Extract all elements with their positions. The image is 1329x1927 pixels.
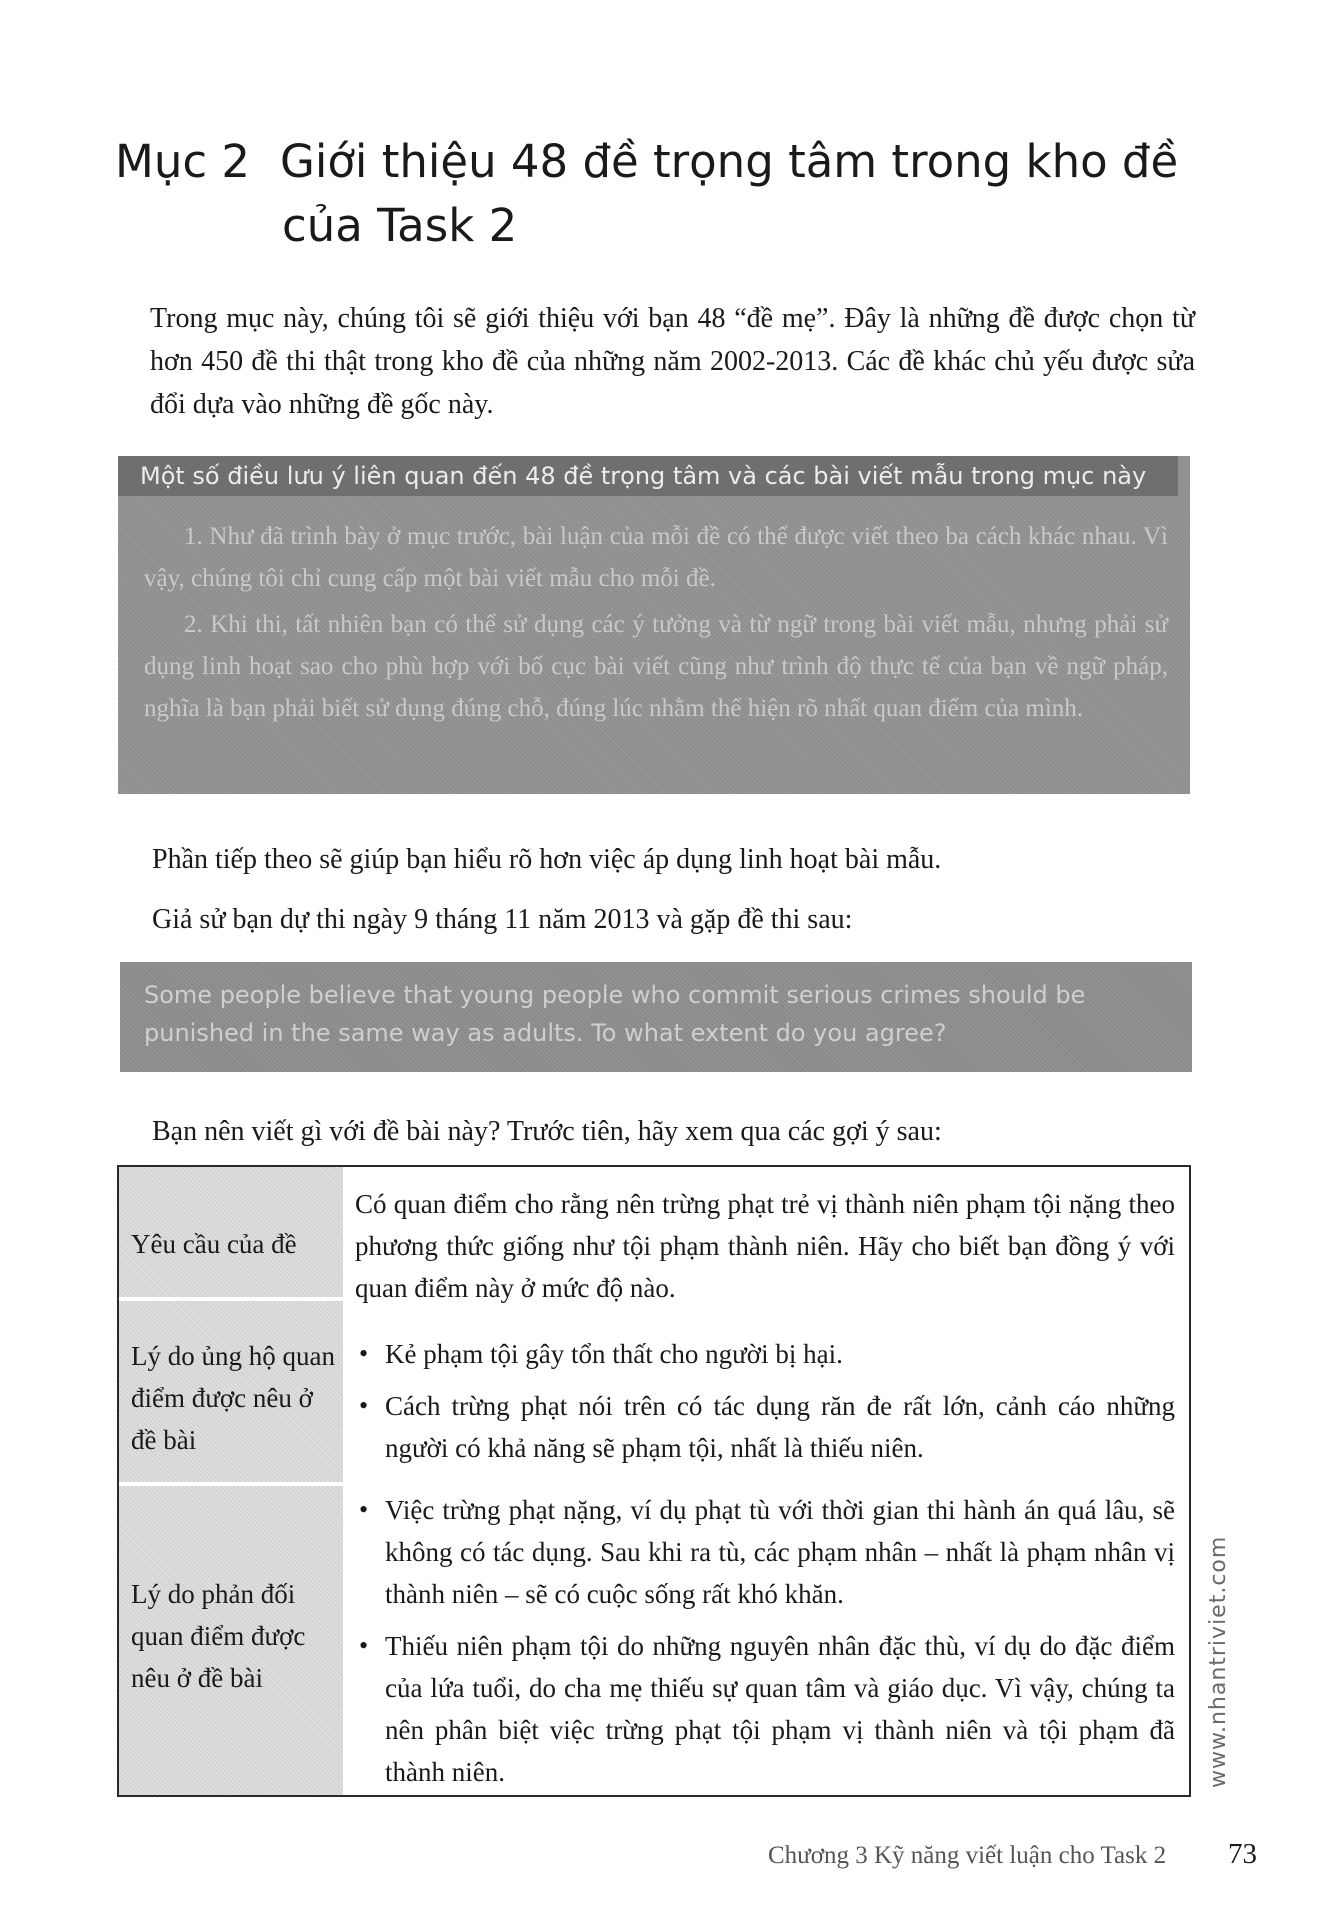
bullet-item: • Cách trừng phạt nói trên có tác dụng răn đe rất lớn, cảnh cáo những người có khả năng sẽ phạm tội, nhất là thiếu niên. — [355, 1385, 1175, 1469]
bullet-item: • Thiếu niên phạm tội do những nguyên nhân đặc thù, ví dụ do đặc điểm của lứa tuổi, do cha mẹ thiếu sự quan tâm và giáo dục. Vì vậy, chúng ta nên phân biệt việc trừng phạt tội phạm vị thành niên và tội phạm đã thành niên. — [355, 1625, 1175, 1793]
row-label-requirement: Yêu cầu của đề — [131, 1229, 297, 1259]
intro-paragraph: Trong mục này, chúng tôi sẽ giới thiệu với bạn 48 “đề mẹ”. Đây là những đề được chọn từ hơn 450 đề thi thật trong kho đề của những năm 2002-2013. Các đề khác chủ yếu được sửa đổi dựa vào những đề gốc này. — [150, 303, 1195, 420]
row-label-oppose: Lý do phản đối quan điểm được nêu ở đề bài — [131, 1579, 306, 1693]
notes-box-title: Một số điều lưu ý liên quan đến 48 đề trọng tâm và các bài viết mẫu trong mục này — [118, 456, 1178, 496]
note-item: 2. Khi thi, tất nhiên bạn có thể sử dụng các ý tưởng và từ ngữ trong bài viết mẫu, nhưng phải sử dụng linh hoạt sao cho phù hợp với bố cục bài viết cũng như trình độ thực tế của bạn về ngữ pháp, nghĩa là bạn phải biết sử dụng đúng chỗ, đúng lúc nhằm thể hiện rõ nhất quan điểm của mình. — [144, 611, 1168, 722]
bullet-item: • Kẻ phạm tội gây tổn thất cho người bị hại. — [355, 1333, 1175, 1375]
hints-table — [117, 1165, 1191, 1797]
row-oppose-bullets — [355, 1489, 1175, 1803]
section-heading — [115, 130, 1195, 258]
notes-list — [144, 516, 1168, 734]
paragraph-next-part: Phần tiếp theo sẽ giúp bạn hiểu rõ hơn việc áp dụng linh hoạt bài mẫu. — [152, 844, 942, 875]
section-title-line2: của Task 2 — [282, 199, 518, 252]
essay-topic-box: Some people believe that young people who commit serious crimes should be punished in the same way as adults. To what extent do you agree? — [120, 962, 1192, 1072]
notes-box — [118, 456, 1190, 794]
row-label-support: Lý do ủng hộ quan điểm được nêu ở đề bài — [131, 1341, 335, 1455]
paragraph-exam-date: Giả sử bạn dự thi ngày 9 tháng 11 năm 2013 và gặp đề thi sau: — [152, 904, 853, 935]
side-url: www.nhantriviet.com — [1206, 1535, 1231, 1788]
paragraph-suggestions: Bạn nên viết gì với đề bài này? Trước tiên, hãy xem qua các gợi ý sau: — [152, 1116, 942, 1147]
section-number: Mục 2 — [115, 135, 251, 188]
row-support-bullets — [355, 1333, 1175, 1479]
note-item: 1. Như đã trình bày ở mục trước, bài luận của mỗi đề có thể được viết theo ba cách khác nhau. Vì vậy, chúng tôi chỉ cung cấp một bài viết mẫu cho mỗi đề. — [144, 523, 1168, 592]
bullet-item: • Việc trừng phạt nặng, ví dụ phạt tù với thời gian thi hành án quá lâu, sẽ không có tác dụng. Sau khi ra tù, các phạm nhân – nhất là phạm nhân vị thành niên – sẽ có cuộc sống rất khó khăn. — [355, 1489, 1175, 1615]
page-number: 73 — [1228, 1838, 1257, 1870]
section-title-line1: Giới thiệu 48 đề trọng tâm trong kho đề — [280, 135, 1179, 188]
chapter-footer: Chương 3 Kỹ năng viết luận cho Task 2 — [768, 1842, 1167, 1869]
row-text-requirement: Có quan điểm cho rằng nên trừng phạt trẻ vị thành niên phạm tội nặng theo phương thức giống như tội phạm thành niên. Hãy cho biết bạn đồng ý với quan điểm này ở mức độ nào. — [355, 1189, 1175, 1303]
